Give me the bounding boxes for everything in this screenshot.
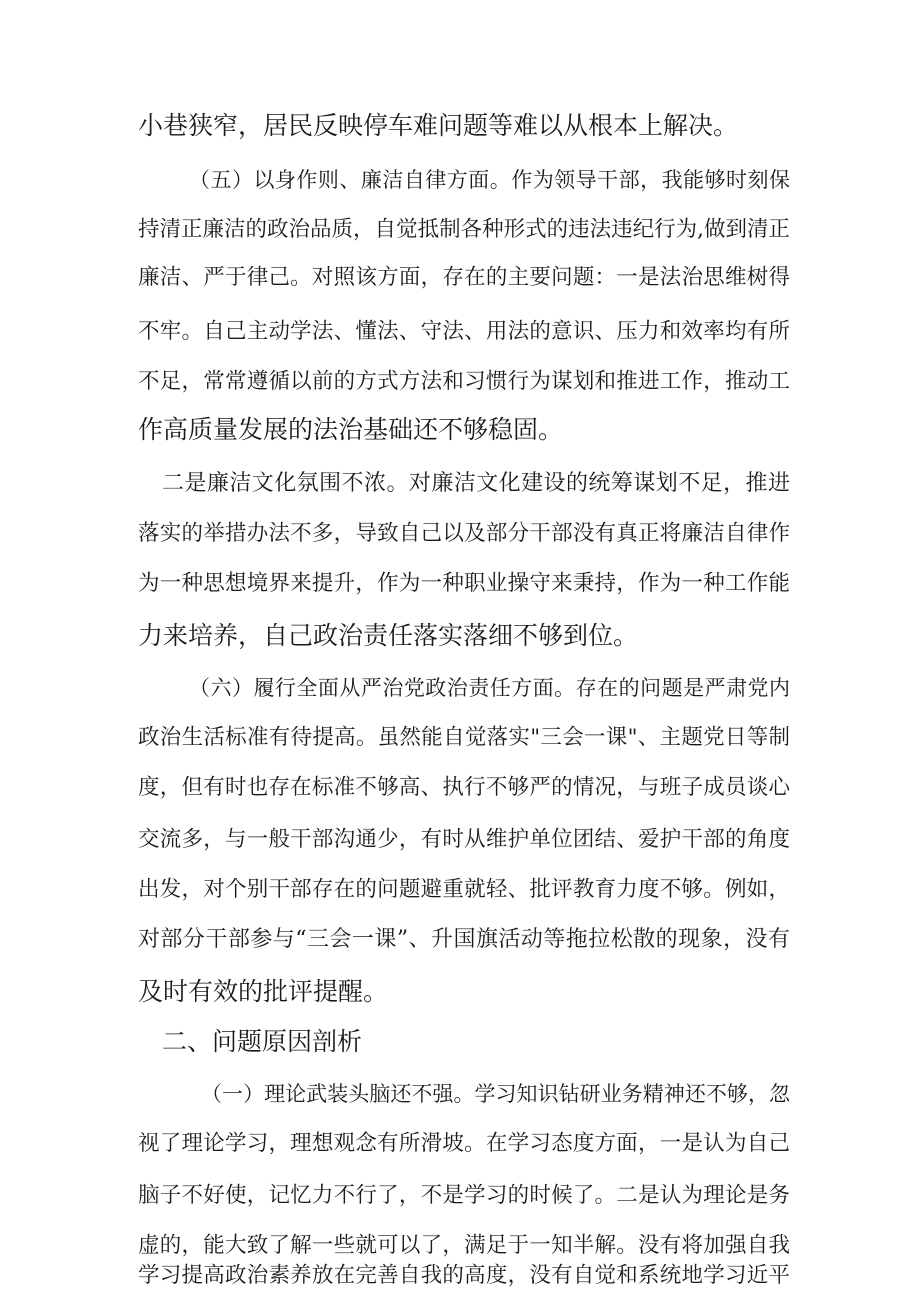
text-line: 出发，对个别干部存在的问题避重就轻、批评教育力度不够。例如， [138, 877, 790, 902]
text-line: 度，但有时也存在标准不够高、执行不够严的情况，与班子成员谈心 [138, 775, 790, 800]
text-line: 政治生活标准有待提高。虽然能自觉落实"三会一课"、主题党日等制 [138, 725, 790, 750]
text-line: 廉洁、严于律己。对照该方面，存在的主要问题：一是法治思维树得 [138, 265, 790, 290]
text-line: 及时有效的批评提醒。 [138, 977, 389, 1006]
text-line: 对部分干部参与“三会一课”、升国旗活动等拖拉松散的现象，没有 [138, 927, 790, 952]
text-line: 学习提高政治素养放在完善自我的高度，没有自觉和系统地学习近平 [138, 1263, 790, 1288]
text-line: （一）理论武装头脑还不强。学习知识钻研业务精神还不够，忽 [201, 1082, 790, 1106]
text-line: 脑子不好使，记忆力不行了，不是学习的时候了。二是认为理论是务 [138, 1183, 790, 1208]
text-line: 作高质量发展的法治基础还不够稳固。 [138, 415, 564, 444]
text-line: 视了理论学习，理想观念有所滑坡。在学习态度方面，一是认为自己 [138, 1131, 790, 1156]
text-line: 小巷狭窄，居民反映停车难问题等难以从根本上解决。 [138, 111, 739, 140]
text-line: 不足，常常遵循以前的方式方法和习惯行为谋划和推进工作，推动工 [138, 369, 790, 394]
text-line: 虚的，能大致了解一些就可以了，满足于一知半解。没有将加强自我 [138, 1233, 790, 1258]
text-line: （五）以身作则、廉洁自律方面。作为领导干部，我能够时刻保 [189, 168, 790, 192]
text-line: 不牢。自己主动学法、懂法、守法、用法的意识、压力和效率均有所 [138, 319, 790, 344]
text-line: 为一种思想境界来提升，作为一种职业操守来秉持，作为一种工作能 [138, 571, 790, 596]
section-heading: 二、问题原因剖析 [162, 1027, 363, 1056]
text-line: 落实的举措办法不多，导致自己以及部分干部没有真正将廉洁自律作 [138, 521, 790, 546]
text-line: 二是廉洁文化氛围不浓。对廉洁文化建设的统筹谋划不足，推进 [162, 471, 790, 496]
text-line: 持清正廉洁的政治品质，自觉抵制各种形式的违法违纪行为,做到清正 [138, 217, 790, 242]
text-line: 交流多，与一般干部沟通少，有时从维护单位团结、爱护干部的角度 [138, 827, 790, 852]
text-line: （六）履行全面从严治党政治责任方面。存在的问题是严肃党内 [189, 676, 790, 700]
text-line: 力来培养，自己政治责任落实落细不够到位。 [138, 621, 639, 650]
